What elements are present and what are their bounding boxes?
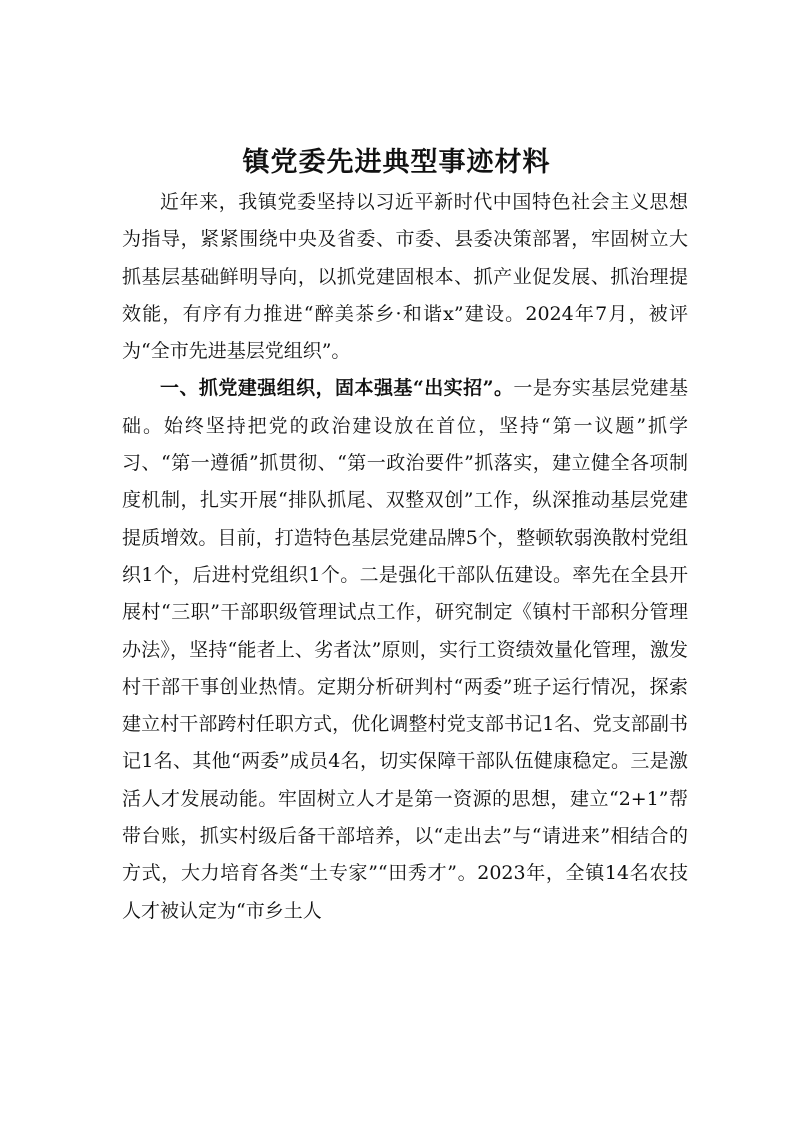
document-title: 镇党委先进典型事迹材料 [242,147,551,178]
section-1-paragraph [122,370,688,929]
section-1-heading: 一、抓党建强组织，固本强基“出实招”。 [160,377,514,400]
document-body [122,184,688,930]
section-1-body: 一是夯实基层党建基础。始终坚持把党的政治建设放在首位，坚持“第一议题”抓学习、“第一遵循”抓贯彻、“第一政治要件”抓落实，建立健全各项制度机制，扎实开展“排队抓尾、双整双创”工作，纵深推动基层党建提质增效。目前，打造特色基层党建品牌5个，整顿软弱涣散村党组织1个，后进村党组织1个。二是强化干部队伍建设。率先在全县开展村“三职”干部职级管理试点工作，研究制定《镇村干部积分管理办法》，坚持“能者上、劣者汰”原则，实行工资绩效量化管理，激发村干部干事创业热情。定期分析研判村“两委”班子运行情况，探索建立村干部跨村任职方式，优化调整村党支部书记1名、党支部副书记1名、其他“两委”成员4名，切实保障干部队伍健康稳定。三是激活人才发展动能。牢固树立人才是第一资源的思想，建立“2+1”帮带台账，抓实村级后备干部培养，以“走出去”与“请进来”相结合的方式，大力培育各类“土专家”“田秀才”。2023年，全镇14名农技人才被认定为“市乡土人 [122,377,688,922]
intro-paragraph: 近年来，我镇党委坚持以习近平新时代中国特色社会主义思想为指导，紧紧围绕中央及省委、市委、县委决策部署，牢固树立大抓基层基础鲜明导向，以抓党建固根本、抓产业促发展、抓治理提效能，有序有力推进“醉美茶乡·和谐x”建设。2024年7月，被评为“全市先进基层党组织”。 [122,191,688,363]
